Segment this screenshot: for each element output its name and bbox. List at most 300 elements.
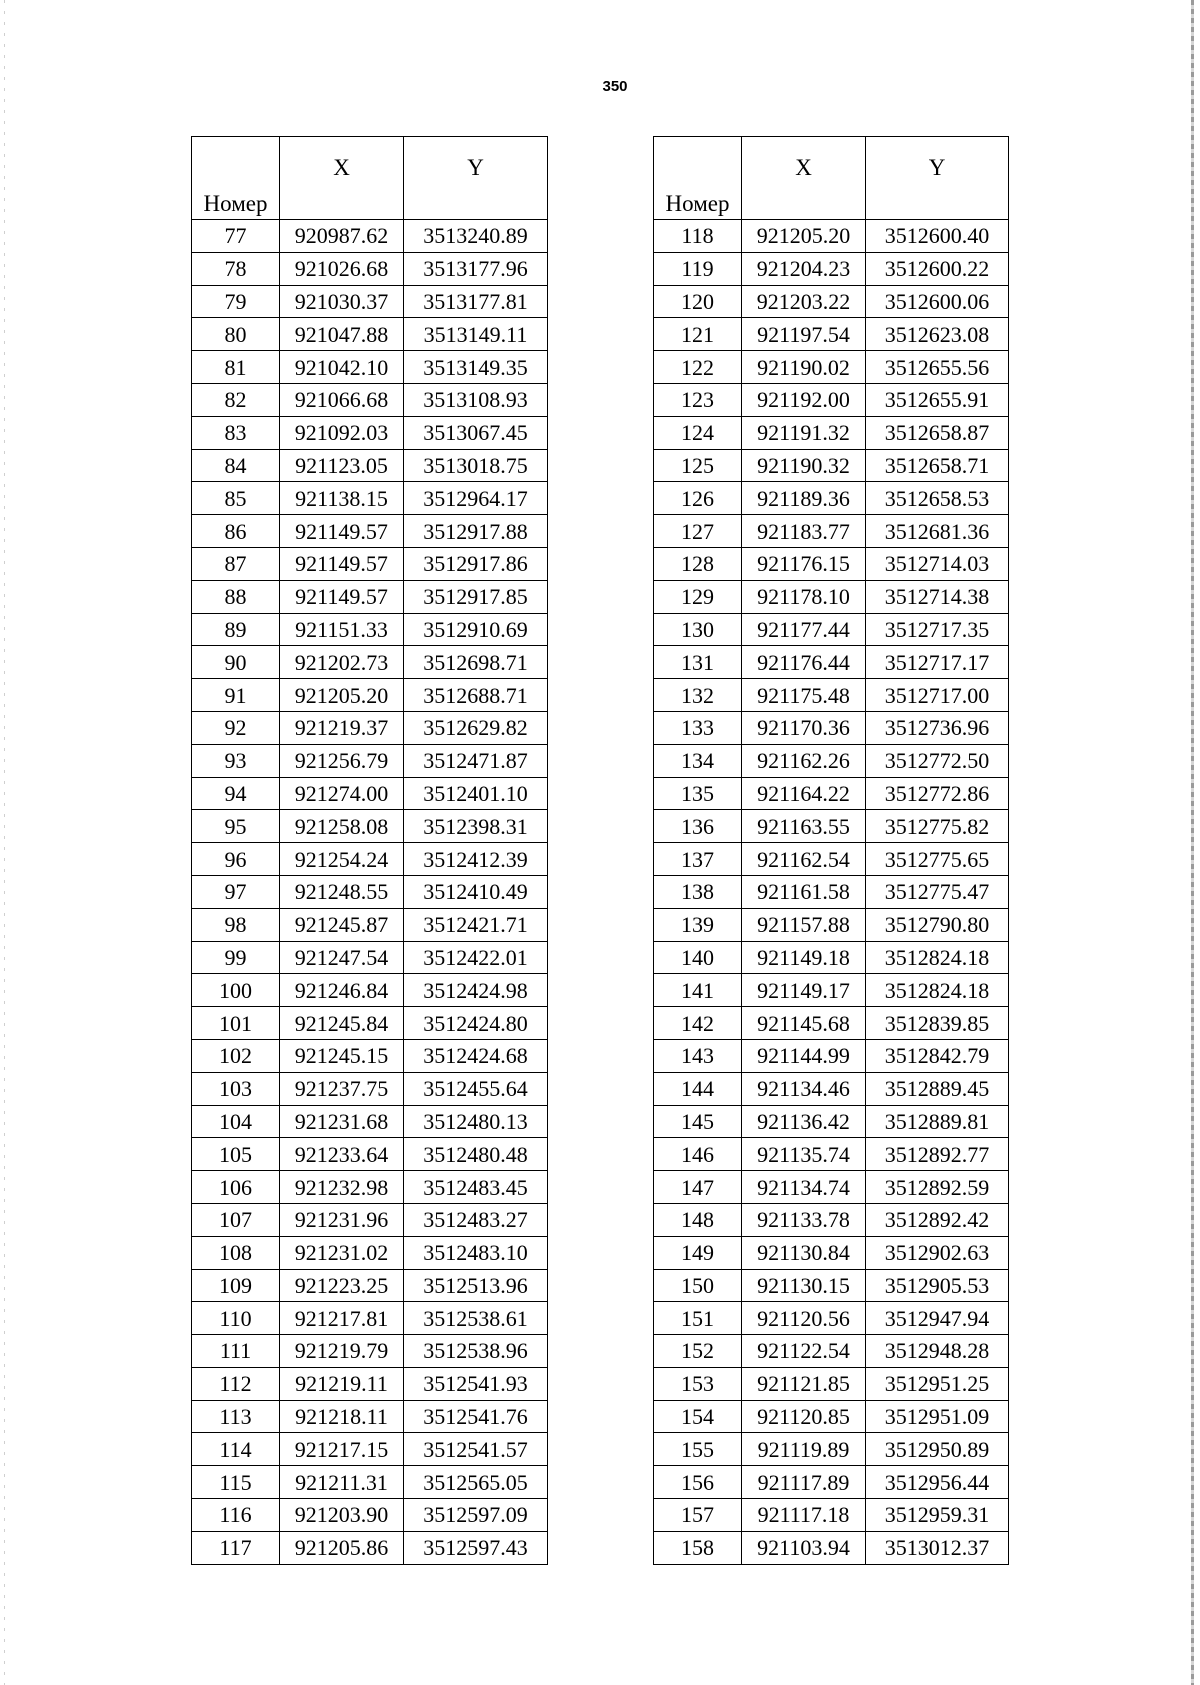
cell-number: 144 bbox=[654, 1072, 742, 1105]
cell-y: 3512424.68 bbox=[404, 1039, 548, 1072]
cell-x: 921192.00 bbox=[742, 383, 866, 416]
cell-x: 921254.24 bbox=[280, 843, 404, 876]
table-row bbox=[654, 1400, 1009, 1433]
table-row bbox=[654, 777, 1009, 810]
cell-x: 920987.62 bbox=[280, 220, 404, 253]
cell-y: 3512775.47 bbox=[866, 875, 1009, 908]
table-row bbox=[192, 547, 548, 580]
cell-number: 112 bbox=[192, 1367, 280, 1400]
table-row bbox=[192, 941, 548, 974]
table-row bbox=[654, 744, 1009, 777]
cell-y: 3512471.87 bbox=[404, 744, 548, 777]
cell-y: 3512717.17 bbox=[866, 646, 1009, 679]
cell-y: 3512889.45 bbox=[866, 1072, 1009, 1105]
cell-y: 3512917.85 bbox=[404, 580, 548, 613]
cell-y: 3512600.06 bbox=[866, 285, 1009, 318]
cell-x: 921123.05 bbox=[280, 449, 404, 482]
table-row bbox=[654, 908, 1009, 941]
page-number: 350 bbox=[602, 78, 628, 95]
cell-number: 123 bbox=[654, 383, 742, 416]
cell-y: 3512421.71 bbox=[404, 908, 548, 941]
cell-number: 120 bbox=[654, 285, 742, 318]
cell-y: 3512629.82 bbox=[404, 711, 548, 744]
cell-y: 3512698.71 bbox=[404, 646, 548, 679]
cell-y: 3512959.31 bbox=[866, 1499, 1009, 1532]
cell-y: 3512964.17 bbox=[404, 482, 548, 515]
cell-x: 921170.36 bbox=[742, 711, 866, 744]
cell-x: 921204.23 bbox=[742, 252, 866, 285]
cell-y: 3512889.81 bbox=[866, 1105, 1009, 1138]
cell-x: 921258.08 bbox=[280, 810, 404, 843]
cell-number: 111 bbox=[192, 1335, 280, 1368]
cell-x: 921030.37 bbox=[280, 285, 404, 318]
table-row bbox=[654, 482, 1009, 515]
cell-y: 3512424.80 bbox=[404, 1007, 548, 1040]
cell-y: 3512772.86 bbox=[866, 777, 1009, 810]
cell-x: 921136.42 bbox=[742, 1105, 866, 1138]
scan-edge-right bbox=[1191, 0, 1194, 1685]
cell-number: 118 bbox=[654, 220, 742, 253]
table-row bbox=[192, 1499, 548, 1532]
table-row bbox=[192, 1466, 548, 1499]
cell-number: 90 bbox=[192, 646, 280, 679]
cell-number: 93 bbox=[192, 744, 280, 777]
table-row bbox=[192, 1007, 548, 1040]
coordinates-table-right bbox=[653, 136, 1009, 1565]
cell-x: 921042.10 bbox=[280, 351, 404, 384]
cell-y: 3512541.93 bbox=[404, 1367, 548, 1400]
cell-y: 3512917.86 bbox=[404, 547, 548, 580]
cell-x: 921149.57 bbox=[280, 580, 404, 613]
cell-number: 119 bbox=[654, 252, 742, 285]
cell-number: 106 bbox=[192, 1171, 280, 1204]
scan-edge-left bbox=[4, 0, 5, 1685]
cell-y: 3512658.71 bbox=[866, 449, 1009, 482]
cell-x: 921145.68 bbox=[742, 1007, 866, 1040]
cell-x: 921205.20 bbox=[742, 220, 866, 253]
table-row bbox=[654, 1105, 1009, 1138]
cell-number: 110 bbox=[192, 1302, 280, 1335]
cell-x: 921205.20 bbox=[280, 679, 404, 712]
cell-x: 921163.55 bbox=[742, 810, 866, 843]
cell-number: 101 bbox=[192, 1007, 280, 1040]
cell-number: 95 bbox=[192, 810, 280, 843]
table-row bbox=[654, 875, 1009, 908]
table-row bbox=[192, 908, 548, 941]
cell-number: 126 bbox=[654, 482, 742, 515]
cell-number: 125 bbox=[654, 449, 742, 482]
cell-x: 921149.17 bbox=[742, 974, 866, 1007]
cell-number: 153 bbox=[654, 1367, 742, 1400]
table-row bbox=[654, 679, 1009, 712]
cell-y: 3512597.43 bbox=[404, 1531, 548, 1564]
cell-number: 134 bbox=[654, 744, 742, 777]
cell-x: 921217.15 bbox=[280, 1433, 404, 1466]
cell-x: 921183.77 bbox=[742, 515, 866, 548]
table-row bbox=[654, 810, 1009, 843]
cell-y: 3512824.18 bbox=[866, 941, 1009, 974]
cell-x: 921117.89 bbox=[742, 1466, 866, 1499]
cell-number: 140 bbox=[654, 941, 742, 974]
cell-y: 3512775.82 bbox=[866, 810, 1009, 843]
cell-y: 3512917.88 bbox=[404, 515, 548, 548]
cell-number: 116 bbox=[192, 1499, 280, 1532]
table-row bbox=[192, 744, 548, 777]
table-row bbox=[654, 351, 1009, 384]
cell-number: 143 bbox=[654, 1039, 742, 1072]
table-row bbox=[192, 1072, 548, 1105]
cell-x: 921103.94 bbox=[742, 1531, 866, 1564]
cell-number: 146 bbox=[654, 1138, 742, 1171]
table-row bbox=[654, 1171, 1009, 1204]
cell-y: 3512480.13 bbox=[404, 1105, 548, 1138]
table-row bbox=[654, 220, 1009, 253]
cell-x: 921133.78 bbox=[742, 1203, 866, 1236]
cell-x: 921066.68 bbox=[280, 383, 404, 416]
table-row bbox=[654, 1236, 1009, 1269]
cell-x: 921237.75 bbox=[280, 1072, 404, 1105]
table-row bbox=[654, 318, 1009, 351]
cell-y: 3512600.22 bbox=[866, 252, 1009, 285]
table-row bbox=[654, 1466, 1009, 1499]
cell-x: 921205.86 bbox=[280, 1531, 404, 1564]
cell-number: 157 bbox=[654, 1499, 742, 1532]
table-row bbox=[192, 875, 548, 908]
cell-number: 136 bbox=[654, 810, 742, 843]
cell-y: 3512401.10 bbox=[404, 777, 548, 810]
cell-number: 121 bbox=[654, 318, 742, 351]
cell-x: 921223.25 bbox=[280, 1269, 404, 1302]
table-row bbox=[192, 1433, 548, 1466]
cell-number: 117 bbox=[192, 1531, 280, 1564]
cell-x: 921231.68 bbox=[280, 1105, 404, 1138]
cell-number: 130 bbox=[654, 613, 742, 646]
cell-number: 91 bbox=[192, 679, 280, 712]
table-row bbox=[192, 1203, 548, 1236]
cell-x: 921256.79 bbox=[280, 744, 404, 777]
cell-number: 156 bbox=[654, 1466, 742, 1499]
cell-x: 921157.88 bbox=[742, 908, 866, 941]
cell-y: 3513108.93 bbox=[404, 383, 548, 416]
cell-x: 921121.85 bbox=[742, 1367, 866, 1400]
cell-x: 921162.26 bbox=[742, 744, 866, 777]
cell-y: 3512455.64 bbox=[404, 1072, 548, 1105]
table-row bbox=[192, 351, 548, 384]
cell-y: 3512717.00 bbox=[866, 679, 1009, 712]
cell-x: 921211.31 bbox=[280, 1466, 404, 1499]
cell-y: 3512541.57 bbox=[404, 1433, 548, 1466]
cell-number: 100 bbox=[192, 974, 280, 1007]
cell-y: 3512775.65 bbox=[866, 843, 1009, 876]
cell-number: 124 bbox=[654, 416, 742, 449]
cell-number: 98 bbox=[192, 908, 280, 941]
cell-y: 3512658.87 bbox=[866, 416, 1009, 449]
cell-number: 78 bbox=[192, 252, 280, 285]
cell-number: 81 bbox=[192, 351, 280, 384]
cell-number: 83 bbox=[192, 416, 280, 449]
cell-y: 3512736.96 bbox=[866, 711, 1009, 744]
table-row bbox=[192, 711, 548, 744]
cell-number: 114 bbox=[192, 1433, 280, 1466]
cell-y: 3512600.40 bbox=[866, 220, 1009, 253]
table-row bbox=[192, 1105, 548, 1138]
cell-x: 921149.57 bbox=[280, 515, 404, 548]
cell-y: 3512772.50 bbox=[866, 744, 1009, 777]
cell-number: 82 bbox=[192, 383, 280, 416]
cell-number: 128 bbox=[654, 547, 742, 580]
cell-y: 3513012.37 bbox=[866, 1531, 1009, 1564]
table-row bbox=[654, 1335, 1009, 1368]
cell-y: 3512538.61 bbox=[404, 1302, 548, 1335]
cell-x: 921162.54 bbox=[742, 843, 866, 876]
cell-y: 3512483.10 bbox=[404, 1236, 548, 1269]
cell-x: 921219.11 bbox=[280, 1367, 404, 1400]
cell-x: 921231.96 bbox=[280, 1203, 404, 1236]
table-row bbox=[654, 843, 1009, 876]
cell-x: 921176.15 bbox=[742, 547, 866, 580]
cell-x: 921178.10 bbox=[742, 580, 866, 613]
table-row bbox=[654, 711, 1009, 744]
cell-x: 921149.18 bbox=[742, 941, 866, 974]
table-row bbox=[192, 449, 548, 482]
cell-number: 148 bbox=[654, 1203, 742, 1236]
cell-y: 3512910.69 bbox=[404, 613, 548, 646]
cell-x: 921217.81 bbox=[280, 1302, 404, 1335]
cell-number: 133 bbox=[654, 711, 742, 744]
cell-number: 151 bbox=[654, 1302, 742, 1335]
cell-x: 921233.64 bbox=[280, 1138, 404, 1171]
cell-x: 921120.85 bbox=[742, 1400, 866, 1433]
cell-number: 102 bbox=[192, 1039, 280, 1072]
cell-y: 3513067.45 bbox=[404, 416, 548, 449]
cell-y: 3512565.05 bbox=[404, 1466, 548, 1499]
cell-y: 3512948.28 bbox=[866, 1335, 1009, 1368]
cell-x: 921135.74 bbox=[742, 1138, 866, 1171]
table-row bbox=[654, 580, 1009, 613]
cell-number: 85 bbox=[192, 482, 280, 515]
cell-number: 150 bbox=[654, 1269, 742, 1302]
cell-x: 921219.79 bbox=[280, 1335, 404, 1368]
cell-y: 3512688.71 bbox=[404, 679, 548, 712]
table-row bbox=[654, 1203, 1009, 1236]
table-row bbox=[654, 646, 1009, 679]
cell-x: 921176.44 bbox=[742, 646, 866, 679]
cell-number: 80 bbox=[192, 318, 280, 351]
cell-y: 3512950.89 bbox=[866, 1433, 1009, 1466]
cell-y: 3513240.89 bbox=[404, 220, 548, 253]
cell-y: 3512483.27 bbox=[404, 1203, 548, 1236]
table-row bbox=[192, 974, 548, 1007]
cell-number: 108 bbox=[192, 1236, 280, 1269]
table-row bbox=[654, 1072, 1009, 1105]
cell-y: 3512951.09 bbox=[866, 1400, 1009, 1433]
table-row bbox=[654, 1433, 1009, 1466]
cell-number: 135 bbox=[654, 777, 742, 810]
table-row bbox=[192, 1039, 548, 1072]
table-row bbox=[192, 1302, 548, 1335]
table-row bbox=[192, 843, 548, 876]
cell-number: 147 bbox=[654, 1171, 742, 1204]
cell-x: 921175.48 bbox=[742, 679, 866, 712]
table-row bbox=[192, 580, 548, 613]
cell-number: 152 bbox=[654, 1335, 742, 1368]
cell-y: 3512714.03 bbox=[866, 547, 1009, 580]
cell-number: 115 bbox=[192, 1466, 280, 1499]
cell-y: 3512839.85 bbox=[866, 1007, 1009, 1040]
cell-y: 3512790.80 bbox=[866, 908, 1009, 941]
table-row bbox=[192, 383, 548, 416]
cell-y: 3512842.79 bbox=[866, 1039, 1009, 1072]
cell-number: 109 bbox=[192, 1269, 280, 1302]
cell-x: 921151.33 bbox=[280, 613, 404, 646]
cell-y: 3512892.42 bbox=[866, 1203, 1009, 1236]
table-row bbox=[192, 1171, 548, 1204]
table-row bbox=[192, 1531, 548, 1564]
cell-y: 3512902.63 bbox=[866, 1236, 1009, 1269]
cell-number: 158 bbox=[654, 1531, 742, 1564]
cell-number: 141 bbox=[654, 974, 742, 1007]
table-row bbox=[654, 1039, 1009, 1072]
cell-number: 97 bbox=[192, 875, 280, 908]
cell-x: 921218.11 bbox=[280, 1400, 404, 1433]
table-row bbox=[192, 1400, 548, 1433]
table-row bbox=[654, 416, 1009, 449]
cell-x: 921202.73 bbox=[280, 646, 404, 679]
table-row bbox=[654, 1531, 1009, 1564]
cell-x: 921117.18 bbox=[742, 1499, 866, 1532]
cell-x: 921134.46 bbox=[742, 1072, 866, 1105]
cell-number: 79 bbox=[192, 285, 280, 318]
cell-x: 921197.54 bbox=[742, 318, 866, 351]
table-row bbox=[192, 777, 548, 810]
cell-y: 3512717.35 bbox=[866, 613, 1009, 646]
cell-y: 3512538.96 bbox=[404, 1335, 548, 1368]
table-row bbox=[654, 1367, 1009, 1400]
table-row bbox=[192, 1269, 548, 1302]
table-header-row bbox=[192, 137, 548, 220]
cell-y: 3512905.53 bbox=[866, 1269, 1009, 1302]
cell-number: 87 bbox=[192, 547, 280, 580]
cell-number: 154 bbox=[654, 1400, 742, 1433]
cell-x: 921248.55 bbox=[280, 875, 404, 908]
cell-y: 3512412.39 bbox=[404, 843, 548, 876]
table-row bbox=[192, 1335, 548, 1368]
cell-x: 921190.02 bbox=[742, 351, 866, 384]
cell-number: 122 bbox=[654, 351, 742, 384]
cell-x: 921190.32 bbox=[742, 449, 866, 482]
cell-x: 921134.74 bbox=[742, 1171, 866, 1204]
table-row bbox=[192, 416, 548, 449]
cell-y: 3512410.49 bbox=[404, 875, 548, 908]
cell-y: 3512892.59 bbox=[866, 1171, 1009, 1204]
cell-x: 921120.56 bbox=[742, 1302, 866, 1335]
table-row bbox=[654, 613, 1009, 646]
table-row bbox=[192, 613, 548, 646]
table-row bbox=[654, 974, 1009, 1007]
header-number: Номер bbox=[192, 137, 280, 220]
table-row bbox=[192, 285, 548, 318]
cell-y: 3513018.75 bbox=[404, 449, 548, 482]
cell-number: 132 bbox=[654, 679, 742, 712]
header-y: Y bbox=[404, 137, 548, 220]
cell-x: 921203.22 bbox=[742, 285, 866, 318]
cell-number: 113 bbox=[192, 1400, 280, 1433]
cell-y: 3513177.96 bbox=[404, 252, 548, 285]
cell-y: 3512424.98 bbox=[404, 974, 548, 1007]
header-x: X bbox=[742, 137, 866, 220]
table-row bbox=[654, 1302, 1009, 1335]
cell-number: 94 bbox=[192, 777, 280, 810]
cell-x: 921231.02 bbox=[280, 1236, 404, 1269]
cell-y: 3512956.44 bbox=[866, 1466, 1009, 1499]
cell-y: 3512513.96 bbox=[404, 1269, 548, 1302]
cell-number: 142 bbox=[654, 1007, 742, 1040]
cell-y: 3512714.38 bbox=[866, 580, 1009, 613]
table-row bbox=[654, 285, 1009, 318]
table-row bbox=[654, 1499, 1009, 1532]
cell-y: 3513149.11 bbox=[404, 318, 548, 351]
cell-y: 3512398.31 bbox=[404, 810, 548, 843]
cell-number: 107 bbox=[192, 1203, 280, 1236]
cell-number: 145 bbox=[654, 1105, 742, 1138]
cell-x: 921247.54 bbox=[280, 941, 404, 974]
cell-number: 84 bbox=[192, 449, 280, 482]
table-row bbox=[192, 1367, 548, 1400]
cell-number: 138 bbox=[654, 875, 742, 908]
header-y: Y bbox=[866, 137, 1009, 220]
header-x: X bbox=[280, 137, 404, 220]
cell-number: 129 bbox=[654, 580, 742, 613]
cell-x: 921203.90 bbox=[280, 1499, 404, 1532]
table-row bbox=[654, 1007, 1009, 1040]
cell-y: 3512623.08 bbox=[866, 318, 1009, 351]
cell-x: 921161.58 bbox=[742, 875, 866, 908]
cell-x: 921047.88 bbox=[280, 318, 404, 351]
table-row bbox=[192, 252, 548, 285]
table-row bbox=[192, 679, 548, 712]
cell-number: 103 bbox=[192, 1072, 280, 1105]
cell-x: 921245.87 bbox=[280, 908, 404, 941]
cell-y: 3512655.56 bbox=[866, 351, 1009, 384]
cell-y: 3512824.18 bbox=[866, 974, 1009, 1007]
cell-y: 3513149.35 bbox=[404, 351, 548, 384]
cell-x: 921274.00 bbox=[280, 777, 404, 810]
table-row bbox=[192, 220, 548, 253]
cell-x: 921138.15 bbox=[280, 482, 404, 515]
cell-x: 921246.84 bbox=[280, 974, 404, 1007]
cell-y: 3512655.91 bbox=[866, 383, 1009, 416]
table-row bbox=[654, 941, 1009, 974]
cell-y: 3512541.76 bbox=[404, 1400, 548, 1433]
cell-number: 104 bbox=[192, 1105, 280, 1138]
cell-number: 88 bbox=[192, 580, 280, 613]
cell-x: 921130.84 bbox=[742, 1236, 866, 1269]
cell-number: 137 bbox=[654, 843, 742, 876]
cell-x: 921144.99 bbox=[742, 1039, 866, 1072]
cell-y: 3512947.94 bbox=[866, 1302, 1009, 1335]
cell-y: 3512658.53 bbox=[866, 482, 1009, 515]
cell-x: 921245.84 bbox=[280, 1007, 404, 1040]
cell-number: 139 bbox=[654, 908, 742, 941]
table-row bbox=[654, 1269, 1009, 1302]
cell-y: 3512422.01 bbox=[404, 941, 548, 974]
cell-number: 89 bbox=[192, 613, 280, 646]
table-row bbox=[654, 449, 1009, 482]
table-row bbox=[192, 318, 548, 351]
table-body-left bbox=[192, 220, 548, 1565]
cell-number: 99 bbox=[192, 941, 280, 974]
cell-x: 921026.68 bbox=[280, 252, 404, 285]
